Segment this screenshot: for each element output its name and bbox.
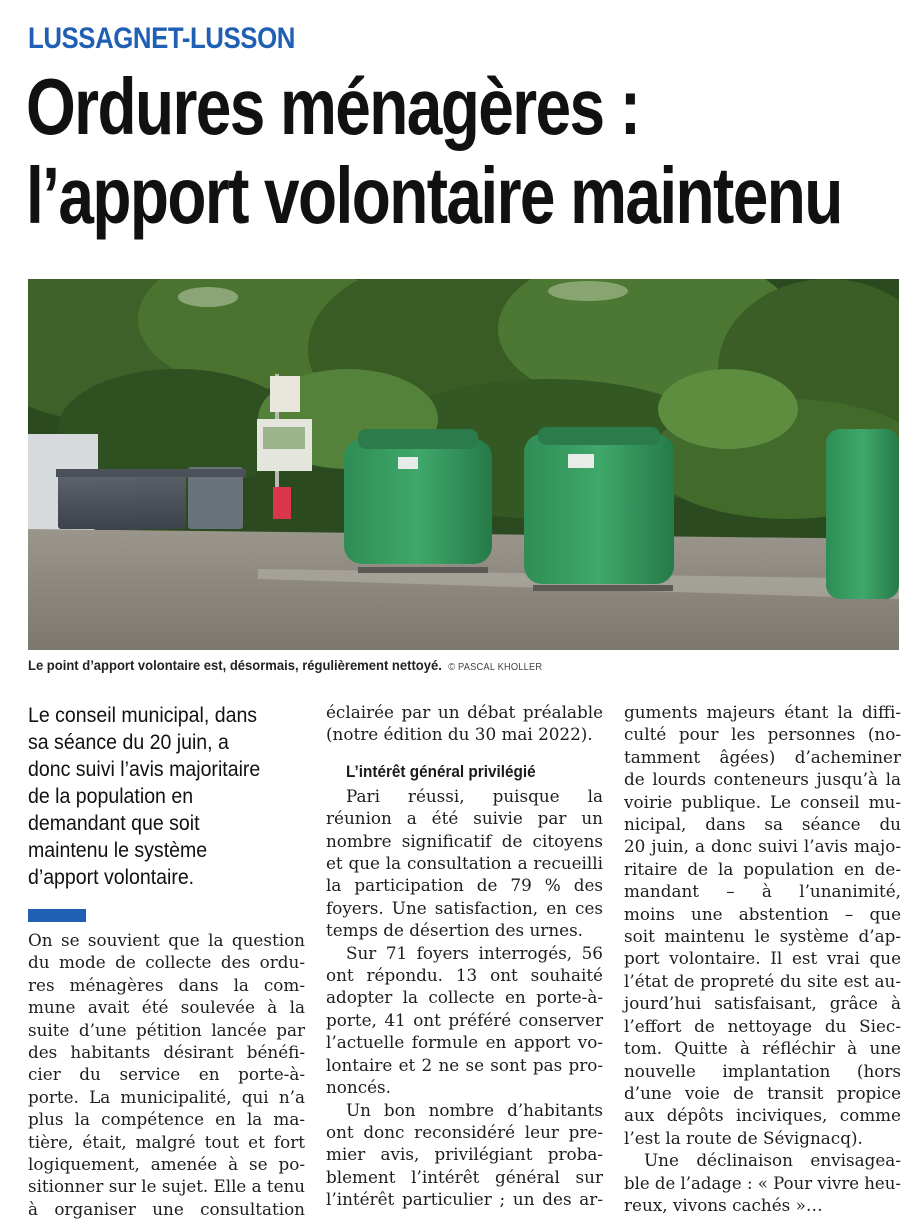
text-line: noncés. bbox=[326, 1077, 391, 1098]
text-line: guments majeurs étant la diffi- bbox=[624, 702, 901, 722]
text-line: porte. La municipalité, qui n’a bbox=[28, 1086, 305, 1107]
text-line: Pari réussi, puisque la bbox=[346, 785, 603, 806]
body-paragraph-1 bbox=[28, 929, 305, 1220]
text-line: moins une abstention – que bbox=[624, 903, 901, 924]
text-line: plus la compétence en la ma- bbox=[28, 1109, 305, 1130]
text-line: 20 juin, a donc suivi l’avis majo- bbox=[624, 836, 901, 857]
headline bbox=[26, 62, 842, 240]
text-line: et que la consultation a recueilli bbox=[326, 853, 603, 874]
text-line: porte, 41 ont préféré conserver bbox=[326, 1009, 603, 1030]
text-line: nicipal, dans sa séance du bbox=[624, 814, 901, 835]
text-line: reux, vivons cachés »… bbox=[624, 1194, 823, 1215]
text-line: suite d’une pétition lancée par bbox=[28, 1019, 305, 1040]
lead-line: d’apport volontaire. bbox=[28, 866, 195, 889]
text-line: tom. Quitte à réfléchir à une bbox=[624, 1038, 901, 1059]
text-line: adopter la collecte en porte-à- bbox=[326, 987, 603, 1008]
text-line: logiquement, amenée à se po- bbox=[28, 1154, 305, 1175]
subheading: L’intérêt général privilégié bbox=[346, 761, 536, 781]
headline-line-1: Ordures ménagères : bbox=[26, 62, 640, 151]
body-paragraph-1-cont bbox=[326, 701, 603, 746]
text-line: l’est la route de Sévignacq). bbox=[624, 1127, 863, 1148]
article-photo bbox=[28, 279, 899, 650]
column-3 bbox=[624, 701, 901, 1216]
caption-text: Le point d’apport volontaire est, désormais, régulièrement nettoyé. bbox=[28, 657, 442, 673]
text-line: soit maintenu le système d’ap- bbox=[624, 926, 901, 947]
text-line: réunion a été suivie par un bbox=[326, 808, 603, 829]
text-line: nouvelle implantation (hors bbox=[624, 1060, 901, 1081]
lead-line: donc suivi l’avis majoritaire bbox=[28, 758, 261, 781]
text-line: foyers. Une satisfaction, en ces bbox=[326, 897, 603, 918]
lead-line: maintenu le système bbox=[28, 839, 208, 862]
text-line: mier avis, privilégiant proba- bbox=[326, 1144, 603, 1165]
text-line: nombre significatif de citoyens bbox=[326, 830, 603, 851]
text-line: Une déclinaison envisagea- bbox=[644, 1150, 901, 1171]
text-line: jourd’hui satisfaisant, grâce à bbox=[624, 993, 901, 1014]
text-line: l’état de propreté du site est au- bbox=[624, 970, 901, 991]
text-line: ritaire de la population en de- bbox=[624, 858, 901, 879]
text-line: temps de désertion des urnes. bbox=[326, 920, 584, 941]
body-paragraph-4 bbox=[326, 1099, 603, 1211]
text-line: res ménagères dans la com- bbox=[28, 974, 305, 995]
text-line: ble de l’adage : « Pour vivre heu- bbox=[624, 1172, 901, 1193]
text-line: Sur 71 foyers interrogés, 56 bbox=[346, 942, 603, 963]
body-paragraph-5 bbox=[624, 1149, 901, 1216]
text-line: d’une voie de transit propice bbox=[624, 1082, 901, 1103]
lead-line: sa séance du 20 juin, a bbox=[28, 731, 229, 754]
text-line: cier du service en porte-à- bbox=[28, 1064, 305, 1085]
text-line: Un bon nombre d’habitants bbox=[346, 1099, 603, 1120]
text-line: culté pour les personnes (no- bbox=[624, 724, 901, 745]
text-line: la participation de 79 % des bbox=[326, 875, 603, 896]
text-line: ont répondu. 13 ont souhaité bbox=[326, 965, 603, 986]
lead-line: demandant que soit bbox=[28, 812, 200, 835]
lead-paragraph bbox=[28, 702, 305, 891]
body-paragraph-3 bbox=[326, 942, 603, 1099]
text-line: lontaire et 2 ne se sont pas pro- bbox=[326, 1054, 603, 1075]
text-line: du mode de collecte des ordu- bbox=[28, 952, 305, 973]
section-kicker: LUSSAGNET-LUSSON bbox=[28, 22, 295, 55]
lead-line: Le conseil municipal, dans bbox=[28, 704, 258, 727]
body-paragraph-2 bbox=[326, 785, 603, 942]
text-line: mune avait été soulevée à la bbox=[28, 997, 305, 1018]
text-line: (notre édition du 30 mai 2022). bbox=[326, 724, 593, 745]
text-line: On se souvient que la question bbox=[28, 930, 305, 950]
photo-credit: © PASCAL KHOLLER bbox=[448, 662, 543, 673]
text-line: éclairée par un débat préalable bbox=[326, 702, 603, 722]
text-line: de lourds conteneurs jusqu’à la bbox=[624, 769, 901, 790]
text-line: voirie publique. Le conseil mu- bbox=[624, 791, 901, 812]
section-divider bbox=[28, 909, 86, 922]
text-line: à organiser une consultation bbox=[28, 1198, 305, 1219]
waste-bins-icon bbox=[56, 467, 246, 530]
text-line: mandant – à l’unanimité, bbox=[624, 881, 901, 902]
text-line: tière, était, malgré tout et fort bbox=[28, 1131, 305, 1152]
text-line: port volontaire. Il est vrai que bbox=[624, 948, 901, 969]
body-paragraph-4-cont bbox=[624, 701, 901, 1149]
text-line: l’intérêt particulier ; un des ar- bbox=[326, 1189, 603, 1210]
text-line: sitionner sur le sujet. Elle a tenu bbox=[28, 1176, 305, 1197]
text-line: tamment âgées) d’acheminer bbox=[624, 746, 901, 767]
photo-illustration bbox=[28, 279, 899, 650]
headline-line-2: l’apport volontaire maintenu bbox=[26, 151, 842, 240]
text-line: blement l’intérêt général sur bbox=[326, 1166, 603, 1187]
text-line: l’actuelle formule en apport vo- bbox=[326, 1032, 603, 1053]
photo-caption bbox=[28, 657, 542, 673]
text-line: l’effort de nettoyage du Siec- bbox=[624, 1015, 901, 1036]
lead-line: de la population en bbox=[28, 785, 194, 808]
text-line: des habitants désirant bénéfi- bbox=[28, 1042, 305, 1063]
column-1 bbox=[28, 701, 305, 1220]
text-line: aux dépôts inciviques, comme bbox=[624, 1105, 901, 1126]
column-2 bbox=[326, 701, 603, 1211]
text-line: ont donc reconsidéré leur pre- bbox=[326, 1121, 603, 1142]
